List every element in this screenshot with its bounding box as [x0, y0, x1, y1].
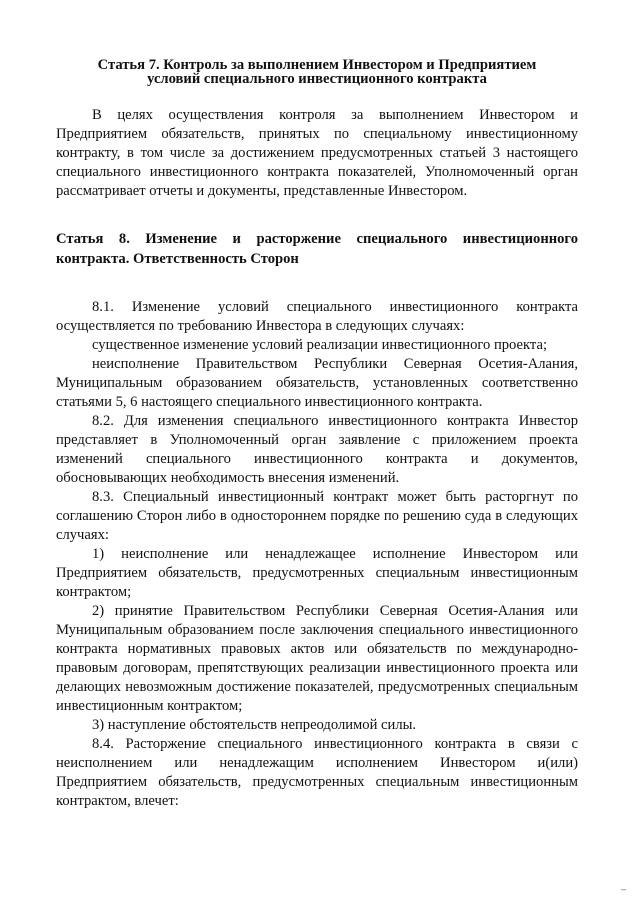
paragraph-8-2: 8.2. Для изменения специального инвестиционного контракта Инвестор представляет в Уполномоченный орган заявление с приложением проекта изменений специального инвестиционного контракта и документов, обосновывающих необходимость внесения изменений.	[56, 413, 578, 486]
scan-corner-mark: _	[621, 880, 626, 891]
paragraph-8-1: 8.1. Изменение условий специального инвестиционного контракта осуществляется по требованию Инвестора в следующих случаях:	[56, 299, 578, 334]
paragraph-8-3: 8.3. Специальный инвестиционный контракт может быть расторгнут по соглашению Сторон либо в одностороннем порядке по решению суда в следующих случаях:	[56, 489, 578, 543]
article-8-heading: Статья 8. Изменение и расторжение специального инвестиционного контракта. Ответственность Сторон	[56, 231, 578, 267]
article-7-title-line2: условий специального инвестиционного контракта	[147, 71, 487, 87]
document-page	[56, 58, 578, 811]
paragraph-8-1-case-2: неисполнение Правительством Республики Северная Осетия-Алания, Муниципальным образованием обязательств, установленных соответственно статьями 5, 6 настоящего специального инвестиционного контракта.	[56, 356, 578, 410]
paragraph-8-3-item-3: 3) наступление обстоятельств непреодолимой силы.	[92, 717, 417, 733]
article-7-title-line1: Статья 7. Контроль за выполнением Инвестором и Предприятием	[97, 57, 537, 73]
paragraph-8-1-case-1: существенное изменение условий реализации инвестиционного проекта;	[92, 337, 547, 353]
paragraph-8-3-item-2: 2) принятие Правительством Республики Северная Осетия-Алания или Муниципальным образованием после заключения специального инвестиционного контракта нормативных правовых актов или обязательств по международно-правовым договорам, препятствующих реализации инвестиционного проекта или делающих невозможным достижение показателей, предусмотренных специальным инвестиционным контрактом;	[56, 603, 578, 714]
paragraph-8-3-item-1: 1) неисполнение или ненадлежащее исполнение Инвестором или Предприятием обязательств, предусмотренных специальным инвестиционным контрактом;	[56, 546, 578, 600]
article-7-heading	[56, 58, 578, 86]
paragraph-8-4: 8.4. Расторжение специального инвестиционного контракта в связи с неисполнением или ненадлежащим исполнением Инвестором и(или) Предприятием обязательств, предусмотренных специальным инвестиционным контрактом, влечет:	[56, 736, 578, 809]
article-7-paragraph: В целях осуществления контроля за выполнением Инвестором и Предприятием обязательств, принятых по специальному инвестиционному контракту, в том числе за достижением предусмотренных статьей 3 настоящего специального инвестиционного контракта показателей, Уполномоченный орган рассматривает отчеты и документы, представленные Инвестором.	[56, 107, 578, 199]
